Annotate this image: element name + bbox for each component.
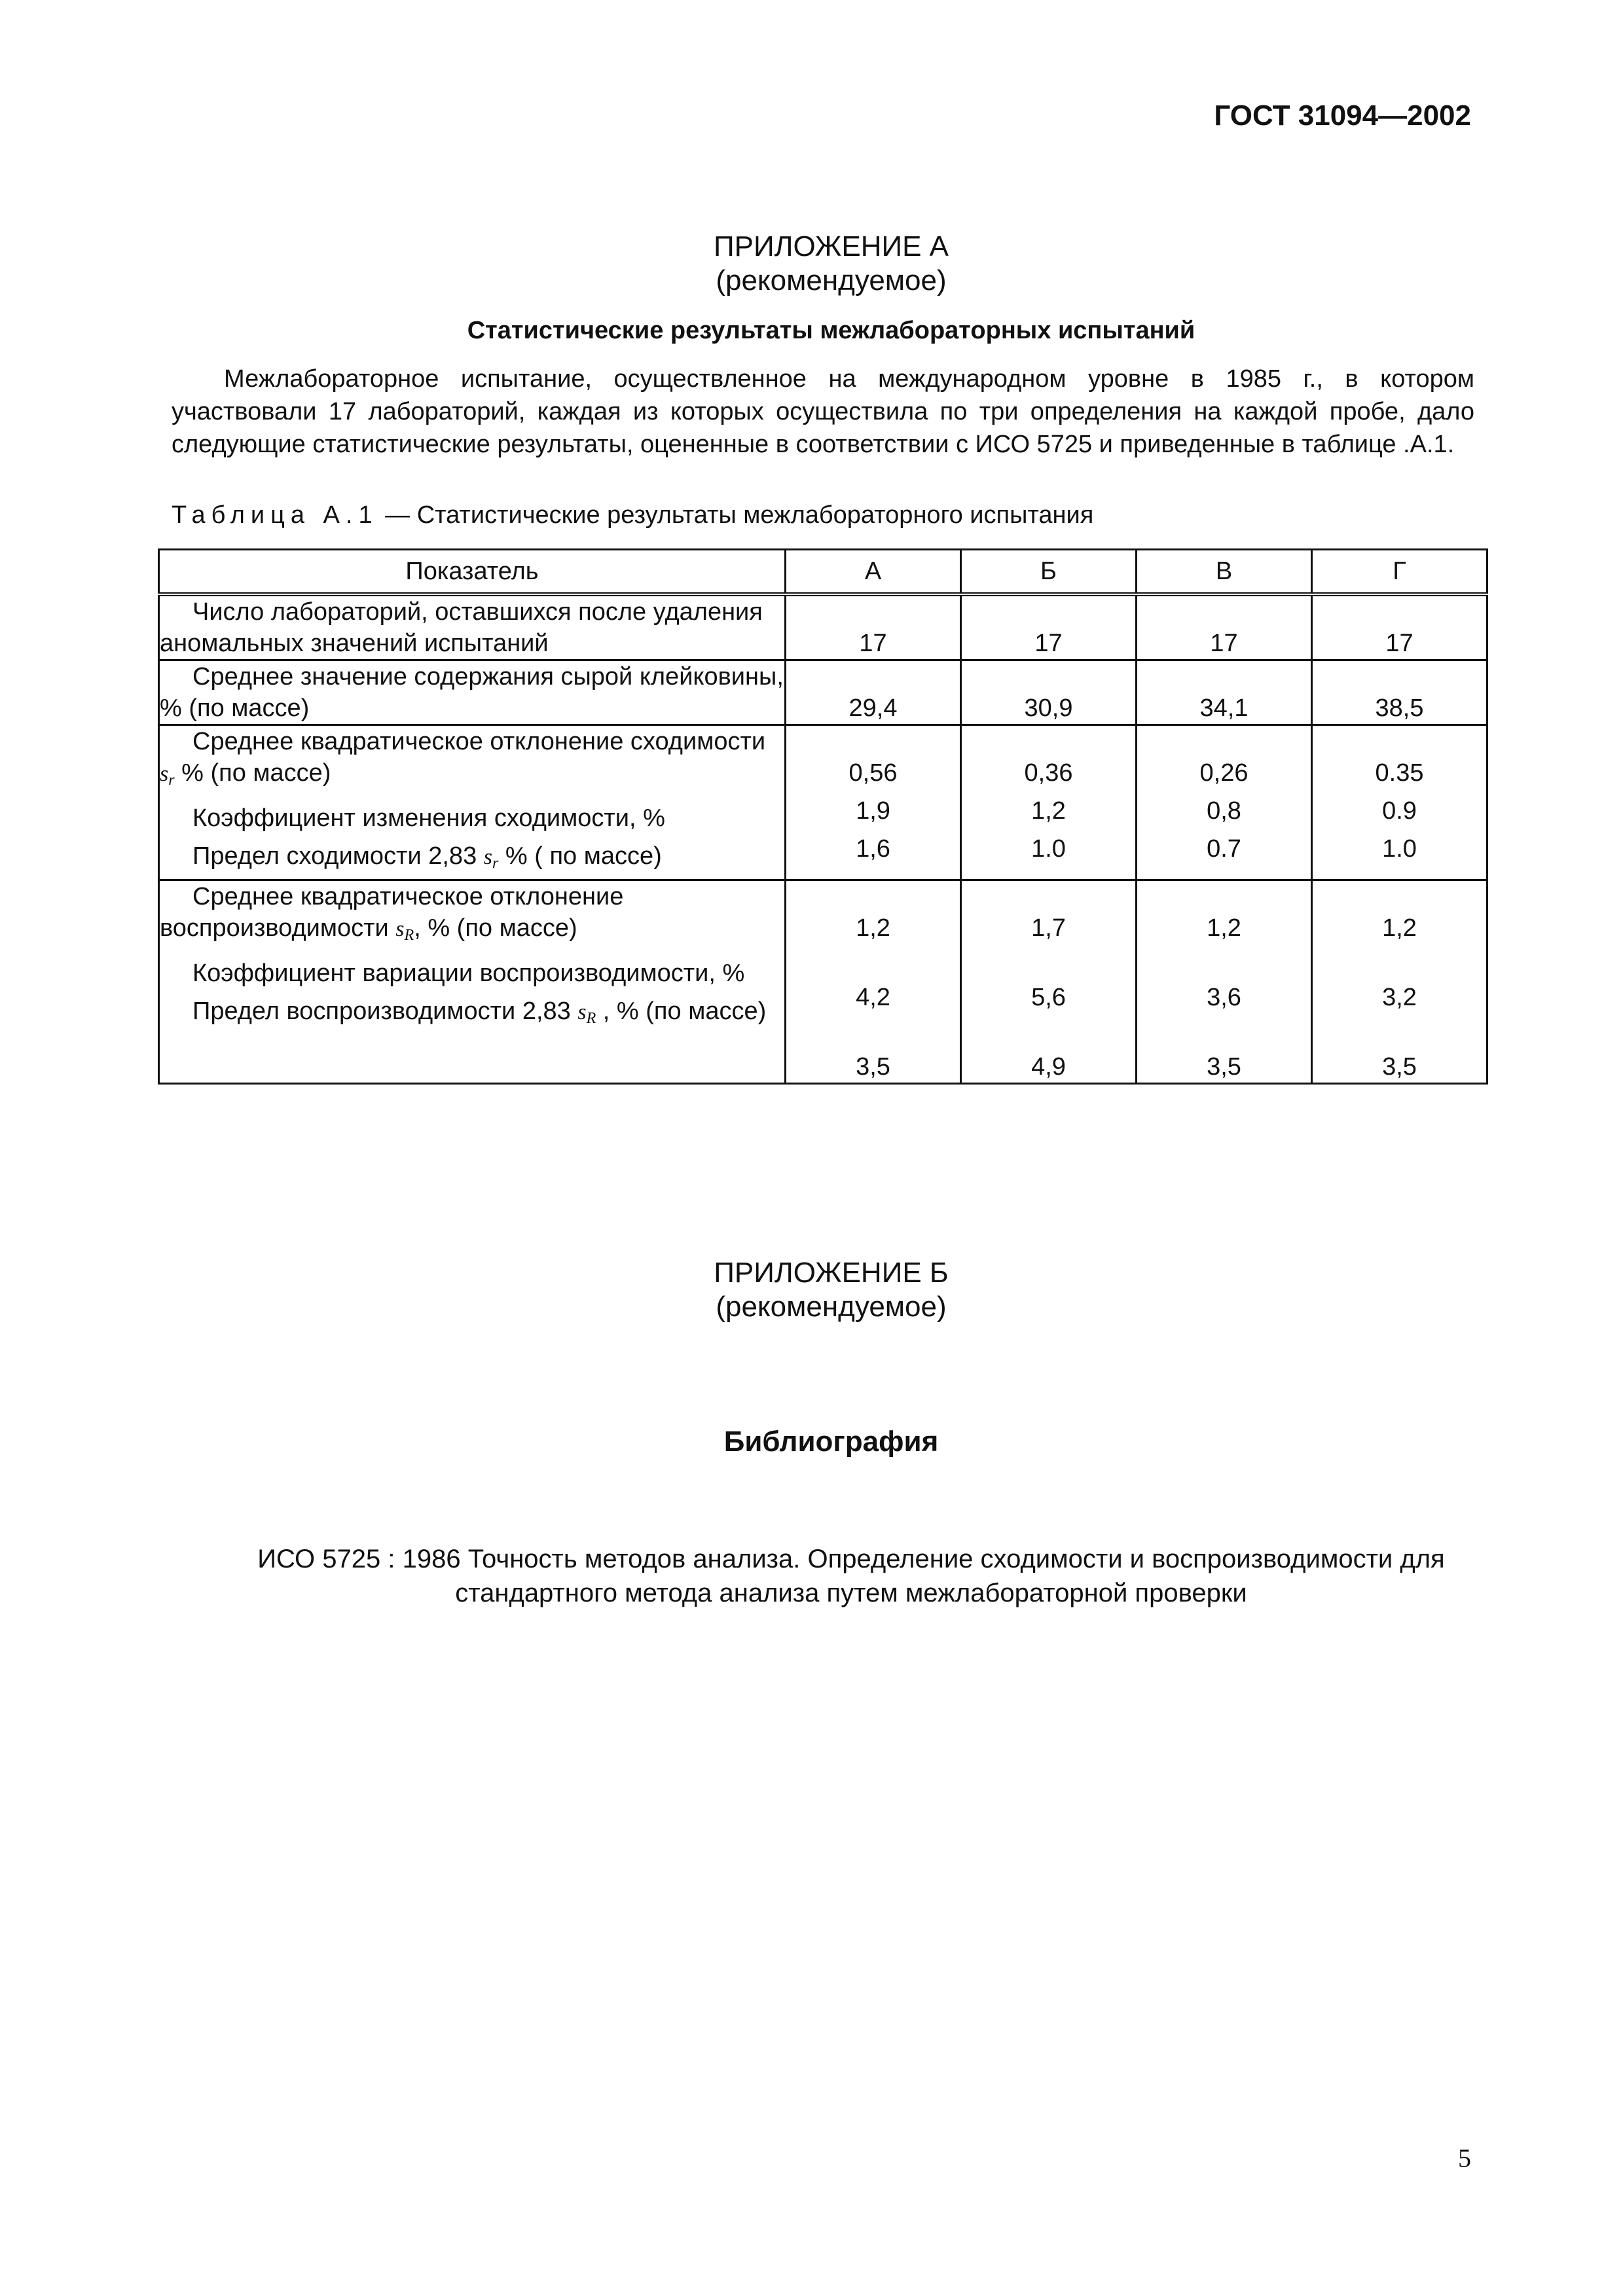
- table-cell: 30,9: [1024, 694, 1073, 722]
- table-caption: [172, 501, 1093, 529]
- table-cell: 4,2: [856, 984, 890, 1011]
- row-indicator: Предел воспроизводимости 2,83 $s_R$ , % (по массе): [192, 997, 767, 1027]
- table-row: [159, 660, 1487, 725]
- table-cell: 0,36: [1024, 759, 1073, 787]
- table-cell: 17: [1385, 630, 1413, 657]
- table-cell: 1,6: [856, 835, 890, 863]
- table-cell: 17: [859, 630, 887, 657]
- table-cell: 0,8: [1207, 797, 1241, 825]
- row-indicator: Предел сходимости 2,83 $s_r$ % ( по массе): [192, 842, 662, 872]
- annex-a-title: ПРИЛОЖЕНИЕ А: [713, 230, 949, 262]
- table-row: [159, 880, 1487, 1084]
- table-cell: 1,2: [856, 914, 890, 942]
- table-cell: 1,2: [1031, 797, 1066, 825]
- table-cell: 3,6: [1207, 984, 1241, 1011]
- table-cell: 0.9: [1382, 797, 1417, 825]
- intro-paragraph: Межлабораторное испытание, осуществленное на международном уровне в 1985 г., в котором участвовали 17 лабораторий, каждая из которых осуществила по три определения на каждой пробе, дало следующие статистические результаты, оцененные в соответствии с ИСО 5725 и приведенные в таблице .А.1.: [172, 365, 1474, 458]
- table-cell: 4,9: [1031, 1053, 1066, 1081]
- annex-b-status: (рекомендуемое): [716, 1291, 947, 1323]
- table-cell: 1,2: [1207, 914, 1241, 942]
- table-cell: 17: [1210, 630, 1238, 657]
- header-col-b: Б: [961, 550, 1137, 595]
- table-cell: 3,5: [1207, 1053, 1241, 1081]
- table-cell: 0,56: [848, 759, 898, 787]
- bibliography-entry: ИСО 5725 : 1986 Точность методов анализа. Определение сходимости и воспроизводимости для стандартного метода анализа путем межлабораторной проверки: [257, 1545, 1445, 1607]
- annex-a-status: (рекомендуемое): [716, 264, 947, 296]
- header-col-v: В: [1137, 550, 1312, 595]
- table-cell: 3,5: [1382, 1053, 1417, 1081]
- document-code: ГОСТ 31094—2002: [1214, 99, 1471, 132]
- header-indicator: Показатель: [159, 550, 786, 595]
- table-cell: 1,2: [1382, 914, 1417, 942]
- table-row: [159, 594, 1487, 660]
- header-col-g: Г: [1312, 550, 1487, 595]
- results-table: [158, 548, 1488, 1085]
- table-cell: 0,26: [1199, 759, 1249, 787]
- table-cell: 1.0: [1031, 835, 1066, 863]
- row-indicator: Коэффициент вариации воспроизводимости, %: [192, 960, 745, 987]
- table-caption-label: Таблица А.1: [172, 501, 378, 529]
- page-number: 5: [1458, 2144, 1471, 2173]
- header-col-a: А: [786, 550, 961, 595]
- table-cell: 1.0: [1382, 835, 1417, 863]
- row-indicator: Среднее значение содержания сырой клейковины, % (по массе): [160, 663, 784, 722]
- section-title: Статистические результаты межлабораторных испытаний: [467, 317, 1195, 344]
- row-indicator: Среднее квадратическое отклонение воспроизводимости $s_R$, % (по массе): [160, 883, 624, 944]
- annex-b-title: ПРИЛОЖЕНИЕ Б: [714, 1257, 949, 1289]
- row-indicator: Число лабораторий, оставшихся после удаления аномальных значений испытаний: [160, 598, 763, 657]
- table-cell: 0.7: [1207, 835, 1241, 863]
- table-cell: 3,5: [856, 1053, 890, 1081]
- table-cell: 1,9: [856, 797, 890, 825]
- table-header-row: [159, 550, 1487, 595]
- table-caption-text: — Статистические результаты межлабораторного испытания: [378, 501, 1094, 529]
- table-cell: 3,2: [1382, 984, 1417, 1011]
- table-cell: 34,1: [1199, 694, 1249, 722]
- row-indicator: Среднее квадратическое отклонение сходимости $s_r$ % (по массе): [160, 728, 766, 789]
- bibliography-title: Библиография: [723, 1426, 939, 1458]
- table-cell: 0.35: [1375, 759, 1424, 787]
- table-row: [159, 725, 1487, 880]
- row-indicator: Коэффициент изменения сходимости, %: [192, 804, 665, 832]
- table-cell: 1,7: [1031, 914, 1066, 942]
- table-cell: 38,5: [1375, 694, 1424, 722]
- table-cell: 29,4: [848, 694, 898, 722]
- table-cell: 5,6: [1031, 984, 1066, 1011]
- table-cell: 17: [1034, 630, 1063, 657]
